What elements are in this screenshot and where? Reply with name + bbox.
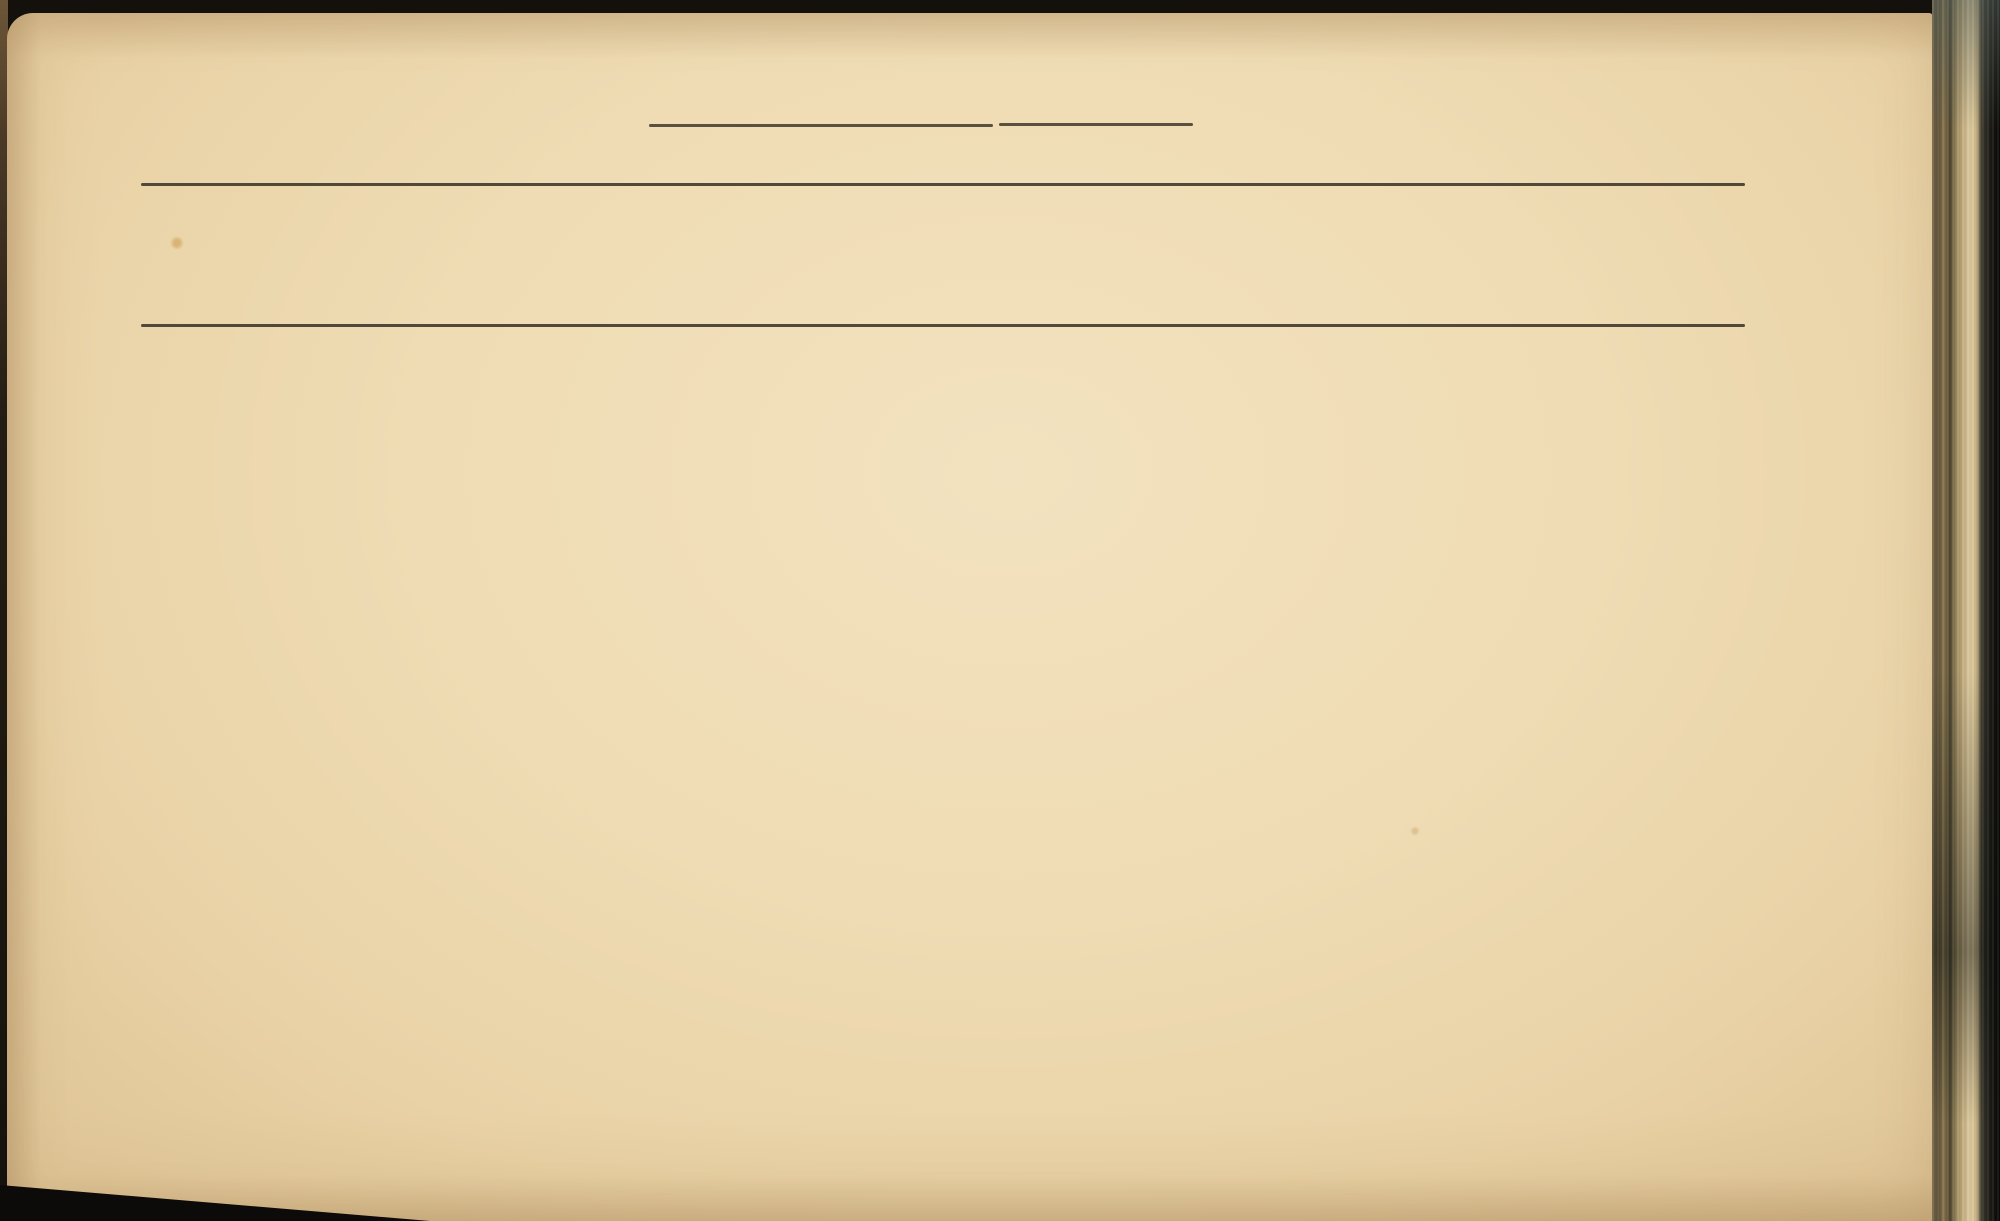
title-underline-left [649,124,993,127]
book-page-edges [1932,0,2000,1221]
table-rule-top [141,183,1745,186]
table-rule-header-bottom [141,324,1745,327]
title-underline-right [999,123,1193,126]
document-page [7,13,1933,1221]
